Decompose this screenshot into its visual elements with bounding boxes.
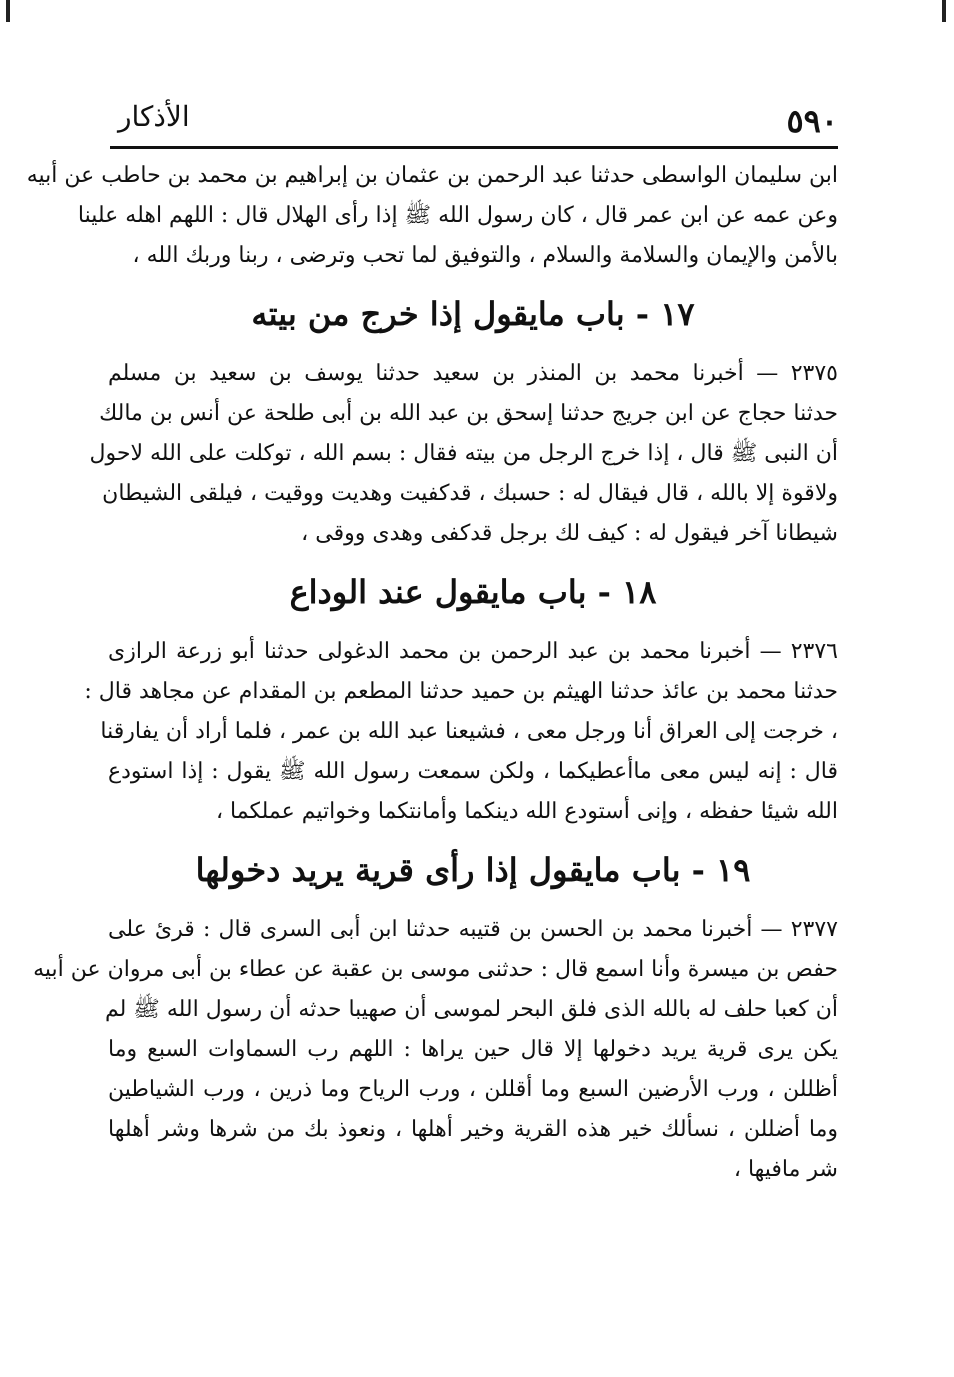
hadith-2376 — [84, 632, 838, 832]
text-line: حفص بن ميسرة وأنا اسمع قال : حدثنى موسى بن عقبة عن عطاء بن أبى مروان عن أبيه — [33, 957, 838, 982]
running-title: الأذكار — [118, 100, 190, 133]
text-line: حدثنا محمد بن عائذ حدثنا الهيثم بن حميد حدثنا المطعم بن المقدام عن مجاهد قال : — [84, 679, 838, 704]
paragraph-continuation — [26, 156, 838, 276]
corner-mark-right — [942, 0, 946, 22]
text-line: يكن يرى قرية يريد دخولها إلا قال حين يراها : اللهم رب السماوات السبع وما — [108, 1037, 838, 1062]
text-line: ٢٣٧٥ — أخبرنا محمد بن المنذر بن سعيد حدثنا يوسف بن سعيد بن مسلم — [108, 361, 838, 386]
chapter-heading-18: ١٨ - باب مايقول عند الوداع — [289, 573, 657, 611]
text-line: حدثنا حجاج عن ابن جريج حدثنا إسحق بن عبد الله بن أبى طلحة عن أنس بن مالك — [99, 401, 838, 426]
text-line: شيطانا آخر فيقول له : كيف لك برجل قدكفى وهدى ووقى ، — [301, 521, 838, 546]
text-line: ٢٣٧٧ — أخبرنا محمد بن الحسن بن قتيبه حدثنا ابن أبى السرى قال : قرئ على — [108, 917, 838, 942]
text-line: ابن سليمان الواسطى حدثنا عبد الرحمن بن عثمان بن إبراهيم بن محمد بن حاطب عن أبيه — [26, 163, 838, 188]
corner-mark-left — [6, 0, 10, 22]
chapter-heading-19: ١٩ - باب مايقول إذا رأى قرية يريد دخولها — [195, 851, 751, 889]
text-line: أظللن ، ورب الأرضين السبع وما أقللن ، ورب الرياح وما ذرين ، ورب الشياطين — [108, 1077, 838, 1102]
text-line: أن النبى ﷺ قال ، إذا خرج الرجل من بيته فقال : بسم الله ، توكلت على الله لاحول — [89, 441, 838, 466]
hadith-2377 — [33, 910, 838, 1190]
page-number: ٥٩٠ — [786, 102, 838, 140]
text-line: بالأمن والإيمان والسلامة والسلام ، والتوفيق لما تحب وترضى ، ربنا وربك الله ، — [132, 243, 838, 268]
text-line: ، خرجت إلى العراق أنا ورجل معى ، فشيعنا عبد الله بن عمر ، فلما أراد أن يفارقنا — [100, 719, 838, 744]
text-line: الله شيئا حفظه ، وإنى أستودع الله دينكما وأمانتكما وخواتيم عملكما ، — [215, 799, 838, 824]
hadith-2375 — [89, 354, 838, 554]
page-body — [26, 156, 838, 1190]
text-line: ولاقوة إلا بالله ، قال فيقال له : حسبك ، قدكفيت وهديت ووقيت ، فيلقى الشيطان — [102, 481, 838, 506]
text-line: قال : إنه ليس معى ماأعطيكما ، ولكن سمعت رسول الله ﷺ يقول : إذا استودع — [108, 759, 838, 784]
text-line: شر مافيها ، — [733, 1157, 838, 1182]
page-header — [110, 96, 838, 149]
text-line: وعن عمه عن ابن عمر قال ، كان رسول الله ﷺ إذا رأى الهلال قال : اللهم اهله علينا — [77, 203, 838, 228]
text-line: أن كعبا حلف له بالله الذى فلق البحر لموسى أن صهيبا حدثه أن رسول الله ﷺ لم — [104, 997, 838, 1022]
chapter-heading-17: ١٧ - باب مايقول إذا خرج من بيته — [251, 295, 695, 333]
text-line: وما أضللن ، نسألك خير هذه القرية وخير أهلها ، ونعوذ بك من شرها وشر أهلها — [108, 1117, 838, 1142]
text-line: ٢٣٧٦ — أخبرنا محمد بن عبد الرحمن بن محمد الدغولى حدثنا أبو زرعة الرازى — [108, 639, 838, 664]
